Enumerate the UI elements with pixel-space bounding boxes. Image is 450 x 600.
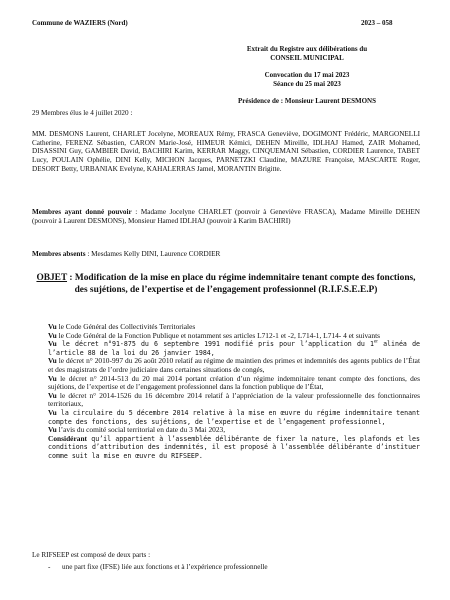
visa-item: Vu le décret n° 2014-1526 du 16 décembre 2014 relatif à l’appréciation de la valeur professionnelle des fonctionnaires territoriaux, <box>48 390 420 409</box>
visa-item: Vu le Code Général de la Fonction Publique et notamment ses articles L712-1 et -2, L714-1, L714- 4 et suivants <box>48 330 381 340</box>
seance-date: Séance du 25 mai 2023 <box>273 79 341 88</box>
members-list: MM. DESMONS Laurent, CHARLET Jocelyne, MOREAUX Rémy, FRASCA Geneviève, DOGIMONT Frédéric, MARGONELLI Catherine, FERENZ Sébastien, CARON Marie-José, HIMEUR Kémici, DEHEN Mireille, IDLHAJ Hamed, ZAIR Mohamed, DISASSINI Guy, GAMBIER David, BACHIRI Karim, KERRAR Maggy, CINQUEMANI Sébastien, CORDIER Laurence, TABET Lucy, POULAIN Ophélie, DINI Kelly, MICHON Jacques, PARNETZKI Claudine, MAZURE Françoise, MASCARTE Roger, DESORT Betty, URBANIAK Evelyne, KAHALERRAS Jamel, MORANTIN Brigitte. <box>32 130 420 173</box>
visa-item: Vu le décret n° 2010-997 du 26 août 2010 relatif au régime de maintien des primes et indemnités des agents publics de l’État et des magistrats de l’ordre judiciaire dans certaines situations de congés, <box>48 356 420 374</box>
rifseep-intro: Le RIFSEEP est composé de deux parts : <box>32 551 151 559</box>
convocation-date: Convocation du 17 mai 2023 <box>264 71 350 79</box>
considerant-item: Considérant qu’il appartient à l’assemblée délibérante de fixer la nature, les plafonds et les conditions d’attribution des indemnités, il est proposé à l’assemblée délibérante d’instituer comme suit la mise en œuvre du RIFSEEP. <box>48 433 420 460</box>
visa-item: Vu le décret n° 2014-513 du 20 mai 2014 portant création d’un régime indemnitaire tenant compte des fonctions, des sujétions, de l’expertise et de l’engagement professionnel dans la fonction publique de l’État, <box>48 373 420 392</box>
rifseep-item-1 <box>48 563 420 572</box>
visa-item: Vu le décret n°91-875 du 6 septembre 1991 modifié pris pour l’application du 1er alinéa de l’article 88 de la loi du 26 janvier 1984, <box>48 339 421 357</box>
visa-item: Vu la circulaire du 5 décembre 2014 relative à la mise en œuvre du régime indemnitaire tenant compte des fonctions, des sujétions, de l’expertise et de l’engagement professionnel, <box>48 407 420 426</box>
objet-label: OBJET <box>36 273 68 283</box>
members-proxy <box>32 208 420 225</box>
registry-line1: Extrait du Registre aux délibérations du <box>246 45 368 53</box>
registry-line2: CONSEIL MUNICIPAL <box>270 53 344 62</box>
presidence: Présidence de : Monsieur Laurent DESMONS <box>238 97 376 105</box>
absent-label: Membres absents <box>32 250 86 258</box>
objet-text: : Modification de la mise en place du régime indemnitaire tenant compte des fonctions, des sujétions, de l’expertise et de l’engagement professionnel (R.I.F.S.E.E.P) <box>67 273 416 295</box>
proxy-text: : Madame Jocelyne CHARLET (pouvoir à Geneviève FRASCA), Madame Mireille DEHEN (pouvoir à Laurent DESMONS), Monsieur Hamed IDLHAJ (pouvoir à Karim BACHIRI) <box>32 208 420 225</box>
members-absent <box>32 250 420 259</box>
visas-list <box>48 323 420 461</box>
deliberation-number: 2023 – 058 <box>361 19 393 27</box>
visa-item: Vu l’avis du comité social territorial en date du 3 Mai 2023, <box>48 425 226 435</box>
rifseep-item-1-text: une part fixe (IFSE) liée aux fonctions et à l’expérience professionnelle <box>62 563 268 571</box>
commune-name: Commune de WAZIERS (Nord) <box>32 19 128 27</box>
bullet-dash: - <box>48 563 51 571</box>
members-elected: 29 Membres élus le 4 juillet 2020 : <box>32 109 133 117</box>
proxy-label: Membres ayant donné pouvoir <box>32 208 132 216</box>
visa-item: Vu le Code Général des Collectivités Territoriales <box>48 322 196 331</box>
absent-text: : Mesdames Kelly DINI, Laurence CORDIER <box>85 250 221 258</box>
registry-block <box>214 45 400 106</box>
objet-title <box>34 273 418 296</box>
